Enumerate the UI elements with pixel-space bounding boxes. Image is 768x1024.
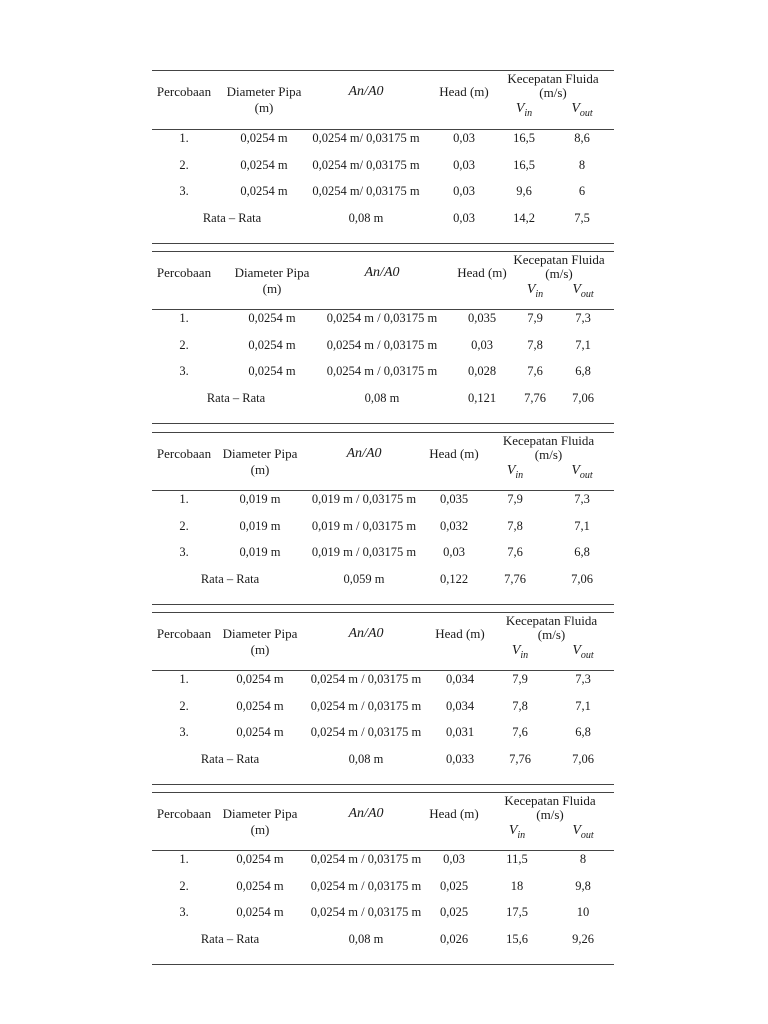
cell-diameter: 0,0254 m	[236, 852, 284, 866]
data-table	[152, 792, 614, 965]
cell-no: 2.	[179, 878, 189, 893]
cell-head: 0,03	[443, 545, 465, 559]
header-kecepatan: Kecepatan Fluida	[507, 71, 599, 86]
header-v-in	[516, 101, 532, 122]
avg-ratio: 0,059 m	[343, 571, 385, 586]
avg-vout: 9,26	[572, 931, 594, 946]
cell-vout: 8	[578, 157, 586, 172]
avg-head: 0,121	[467, 390, 497, 405]
v-out-subscript: out	[580, 649, 594, 661]
cell-vin: 7,6	[507, 545, 523, 559]
cell-ratio: 0,019 m / 0,03175 m	[311, 492, 417, 506]
avg-head: 0,026	[439, 931, 469, 946]
table-header	[152, 71, 614, 130]
header-v-out	[571, 101, 592, 122]
avg-vin: 14,2	[513, 210, 535, 225]
data-table	[152, 70, 614, 244]
cell-head: 0,034	[445, 672, 475, 686]
ratio-numerator: An	[348, 806, 365, 821]
header-kecepatan-unit: (m/s)	[534, 447, 563, 462]
cell-vout: 7,1	[575, 698, 591, 713]
header-area-ratio	[346, 446, 381, 462]
avg-ratio: 0,08 m	[348, 751, 384, 766]
header-area-ratio	[364, 265, 399, 281]
header-kecepatan-unit: (m/s)	[545, 266, 573, 281]
cell-head: 0,032	[439, 518, 469, 533]
cell-vout: 7,3	[575, 672, 591, 686]
header-v-in	[527, 282, 543, 303]
cell-ratio: 0,0254 m / 0,03175 m	[310, 905, 422, 919]
cell-vout: 7,1	[575, 337, 591, 352]
ratio-slash: /	[364, 806, 368, 821]
cell-diameter: 0,0254 m	[240, 157, 288, 172]
data-table	[152, 612, 614, 785]
v-out-subscript: out	[580, 829, 594, 841]
avg-vout: 7,06	[572, 751, 594, 766]
avg-label: Rata – Rata	[200, 751, 260, 766]
cell-vout: 9,8	[575, 878, 591, 893]
cell-diameter: 0,0254 m	[236, 672, 284, 686]
v-in-symbol: V	[508, 823, 518, 838]
cell-no: 2.	[179, 157, 189, 172]
data-table	[152, 432, 614, 605]
cell-vin: 7,6	[512, 725, 528, 739]
cell-head: 0,028	[467, 364, 497, 378]
cell-no: 3.	[179, 184, 189, 198]
v-out-subscript: out	[579, 469, 593, 481]
header-percobaan: Percobaan	[156, 806, 212, 821]
header-kecepatan-unit: (m/s)	[536, 807, 564, 822]
cell-ratio: 0,0254 m / 0,03175 m	[310, 852, 422, 866]
avg-ratio: 0,08 m	[348, 210, 384, 225]
cell-head: 0,03	[453, 157, 475, 172]
header-diameter-unit: (m)	[250, 462, 270, 477]
table-header	[152, 433, 614, 491]
v-out-symbol: V	[572, 643, 581, 658]
cell-vout: 8	[579, 852, 587, 866]
avg-vin: 15,6	[506, 931, 528, 946]
v-in-symbol: V	[515, 101, 525, 116]
cell-diameter: 0,019 m	[239, 545, 281, 559]
header-area-ratio	[348, 84, 383, 100]
cell-head: 0,03	[471, 337, 493, 352]
v-in-subscript: in	[524, 107, 533, 119]
v-in-subscript: in	[517, 829, 526, 841]
header-diameter-unit: (m)	[262, 281, 282, 296]
cell-ratio: 0,0254 m / 0,03175 m	[326, 311, 438, 325]
cell-diameter: 0,0254 m	[248, 337, 296, 352]
cell-vin: 7,9	[507, 492, 523, 506]
cell-vin: 11,5	[506, 852, 528, 866]
header-head: Head (m)	[429, 806, 479, 821]
header-kecepatan: Kecepatan Fluida	[502, 433, 595, 448]
cell-no: 3.	[179, 545, 189, 559]
cell-head: 0,035	[467, 311, 497, 325]
cell-vout: 10	[576, 905, 590, 919]
cell-no: 1.	[179, 852, 189, 866]
header-v-out	[572, 643, 593, 664]
avg-vout: 7,06	[572, 390, 594, 405]
table-header	[152, 252, 614, 310]
header-area-ratio	[348, 626, 383, 642]
header-diameter: Diameter Pipa	[222, 626, 298, 641]
header-kecepatan: Kecepatan Fluida	[505, 613, 598, 628]
ratio-numerator: An	[348, 626, 365, 641]
avg-vin: 7,76	[504, 571, 526, 586]
avg-vin: 7,76	[509, 751, 531, 766]
ratio-denominator: A0	[367, 84, 384, 99]
avg-head: 0,033	[445, 751, 475, 766]
header-diameter: Diameter Pipa	[222, 446, 298, 461]
cell-vout: 7,3	[574, 492, 590, 506]
avg-ratio: 0,08 m	[348, 931, 384, 946]
v-in-symbol: V	[511, 643, 521, 658]
header-percobaan: Percobaan	[156, 265, 212, 280]
cell-diameter: 0,0254 m	[248, 311, 296, 325]
v-out-symbol: V	[572, 282, 581, 297]
cell-diameter: 0,0254 m	[248, 364, 296, 378]
cell-diameter: 0,019 m	[239, 518, 281, 533]
header-area-ratio	[348, 806, 383, 822]
cell-vin: 16,5	[513, 157, 535, 172]
header-v-in	[509, 823, 525, 844]
v-out-symbol: V	[572, 823, 581, 838]
header-diameter-unit: (m)	[250, 642, 270, 657]
header-percobaan: Percobaan	[156, 84, 212, 99]
cell-ratio: 0,0254 m / 0,03175 m	[310, 698, 422, 713]
cell-vin: 7,8	[527, 337, 543, 352]
cell-vout: 6,8	[575, 725, 591, 739]
cell-vout: 7,1	[574, 518, 590, 533]
v-out-subscript: out	[579, 107, 593, 119]
ratio-slash: /	[380, 265, 384, 280]
cell-vin: 17,5	[506, 905, 528, 919]
header-diameter-unit: (m)	[250, 822, 270, 837]
avg-label: Rata – Rata	[202, 210, 262, 225]
cell-ratio: 0,0254 m / 0,03175 m	[310, 878, 422, 893]
ratio-numerator: An	[348, 84, 365, 99]
cell-no: 1.	[179, 492, 189, 506]
v-in-symbol: V	[526, 282, 536, 297]
header-v-out	[572, 823, 593, 844]
v-in-symbol: V	[506, 463, 516, 478]
cell-vout: 7,3	[575, 311, 591, 325]
cell-vin: 7,6	[527, 364, 543, 378]
cell-diameter: 0,0254 m	[236, 725, 284, 739]
avg-head: 0,03	[453, 210, 475, 225]
cell-head: 0,031	[445, 725, 475, 739]
v-in-subscript: in	[520, 649, 529, 661]
data-table	[152, 251, 614, 424]
cell-diameter: 0,0254 m	[236, 905, 284, 919]
header-head: Head (m)	[429, 446, 479, 461]
cell-head: 0,025	[439, 905, 469, 919]
avg-ratio: 0,08 m	[364, 390, 400, 405]
ratio-denominator: A0	[365, 446, 382, 461]
v-in-subscript: in	[535, 288, 544, 300]
avg-vin: 7,76	[524, 390, 546, 405]
ratio-slash: /	[364, 626, 368, 641]
header-diameter: Diameter Pipa	[234, 265, 310, 280]
avg-vout: 7,06	[571, 571, 593, 586]
cell-diameter: 0,0254 m	[240, 131, 288, 145]
avg-head: 0,122	[439, 571, 469, 586]
cell-ratio: 0,0254 m/ 0,03175 m	[312, 131, 420, 145]
cell-diameter: 0,019 m	[239, 492, 281, 506]
cell-vout: 6	[578, 184, 586, 198]
ratio-denominator: A0	[367, 806, 384, 821]
cell-ratio: 0,0254 m/ 0,03175 m	[312, 157, 420, 172]
header-head: Head (m)	[439, 84, 489, 99]
v-in-subscript: in	[515, 469, 524, 481]
cell-ratio: 0,0254 m / 0,03175 m	[326, 364, 438, 378]
v-out-symbol: V	[571, 463, 580, 478]
header-head: Head (m)	[435, 626, 485, 641]
cell-head: 0,034	[445, 698, 475, 713]
cell-vin: 7,8	[507, 518, 523, 533]
cell-vin: 9,6	[516, 184, 532, 198]
cell-head: 0,025	[439, 878, 469, 893]
ratio-numerator: An	[346, 446, 363, 461]
ratio-slash: /	[364, 84, 368, 99]
cell-vout: 6,8	[574, 545, 590, 559]
cell-head: 0,03	[443, 852, 465, 866]
cell-head: 0,03	[453, 184, 475, 198]
header-diameter-unit: (m)	[254, 100, 274, 115]
table-header	[152, 793, 614, 851]
ratio-slash: /	[362, 446, 366, 461]
cell-diameter: 0,0254 m	[236, 698, 284, 713]
header-diameter: Diameter Pipa	[222, 806, 298, 821]
header-v-in	[512, 643, 528, 664]
cell-diameter: 0,0254 m	[236, 878, 284, 893]
avg-label: Rata – Rata	[206, 390, 266, 405]
cell-ratio: 0,019 m / 0,03175 m	[311, 518, 417, 533]
cell-no: 2.	[179, 698, 189, 713]
cell-vin: 7,9	[527, 311, 543, 325]
table-header	[152, 613, 614, 671]
header-head: Head (m)	[457, 265, 507, 280]
avg-label: Rata – Rata	[200, 931, 260, 946]
cell-ratio: 0,0254 m / 0,03175 m	[310, 725, 422, 739]
avg-vout: 7,5	[574, 210, 590, 225]
header-kecepatan-unit: (m/s)	[537, 627, 566, 642]
header-percobaan: Percobaan	[156, 626, 212, 641]
header-v-out	[572, 282, 593, 303]
cell-ratio: 0,0254 m / 0,03175 m	[326, 337, 438, 352]
header-kecepatan: Kecepatan Fluida	[504, 793, 596, 808]
v-out-symbol: V	[571, 101, 580, 116]
cell-no: 3.	[179, 364, 189, 378]
cell-no: 2.	[179, 518, 189, 533]
header-v-in	[507, 463, 523, 484]
cell-no: 2.	[179, 337, 189, 352]
ratio-denominator: A0	[367, 626, 384, 641]
v-out-subscript: out	[580, 288, 594, 300]
ratio-denominator: A0	[383, 265, 400, 280]
cell-no: 1.	[179, 672, 189, 686]
cell-ratio: 0,0254 m/ 0,03175 m	[312, 184, 420, 198]
cell-ratio: 0,0254 m / 0,03175 m	[310, 672, 422, 686]
cell-ratio: 0,019 m / 0,03175 m	[311, 545, 417, 559]
cell-vin: 7,8	[512, 698, 528, 713]
cell-no: 1.	[179, 131, 189, 145]
cell-head: 0,035	[439, 492, 469, 506]
header-kecepatan: Kecepatan Fluida	[513, 252, 605, 267]
ratio-numerator: An	[364, 265, 381, 280]
cell-no: 3.	[179, 905, 189, 919]
cell-vout: 6,8	[575, 364, 591, 378]
header-percobaan: Percobaan	[156, 446, 212, 461]
avg-label: Rata – Rata	[200, 571, 260, 586]
cell-head: 0,03	[453, 131, 475, 145]
cell-vin: 7,9	[512, 672, 528, 686]
cell-vin: 16,5	[513, 131, 535, 145]
cell-diameter: 0,0254 m	[240, 184, 288, 198]
cell-no: 3.	[179, 725, 189, 739]
cell-vout: 8,6	[574, 131, 590, 145]
header-diameter: Diameter Pipa	[226, 84, 302, 99]
header-kecepatan-unit: (m/s)	[539, 85, 567, 100]
cell-no: 1.	[179, 311, 189, 325]
header-v-out	[571, 463, 592, 484]
cell-vin: 18	[510, 878, 524, 893]
